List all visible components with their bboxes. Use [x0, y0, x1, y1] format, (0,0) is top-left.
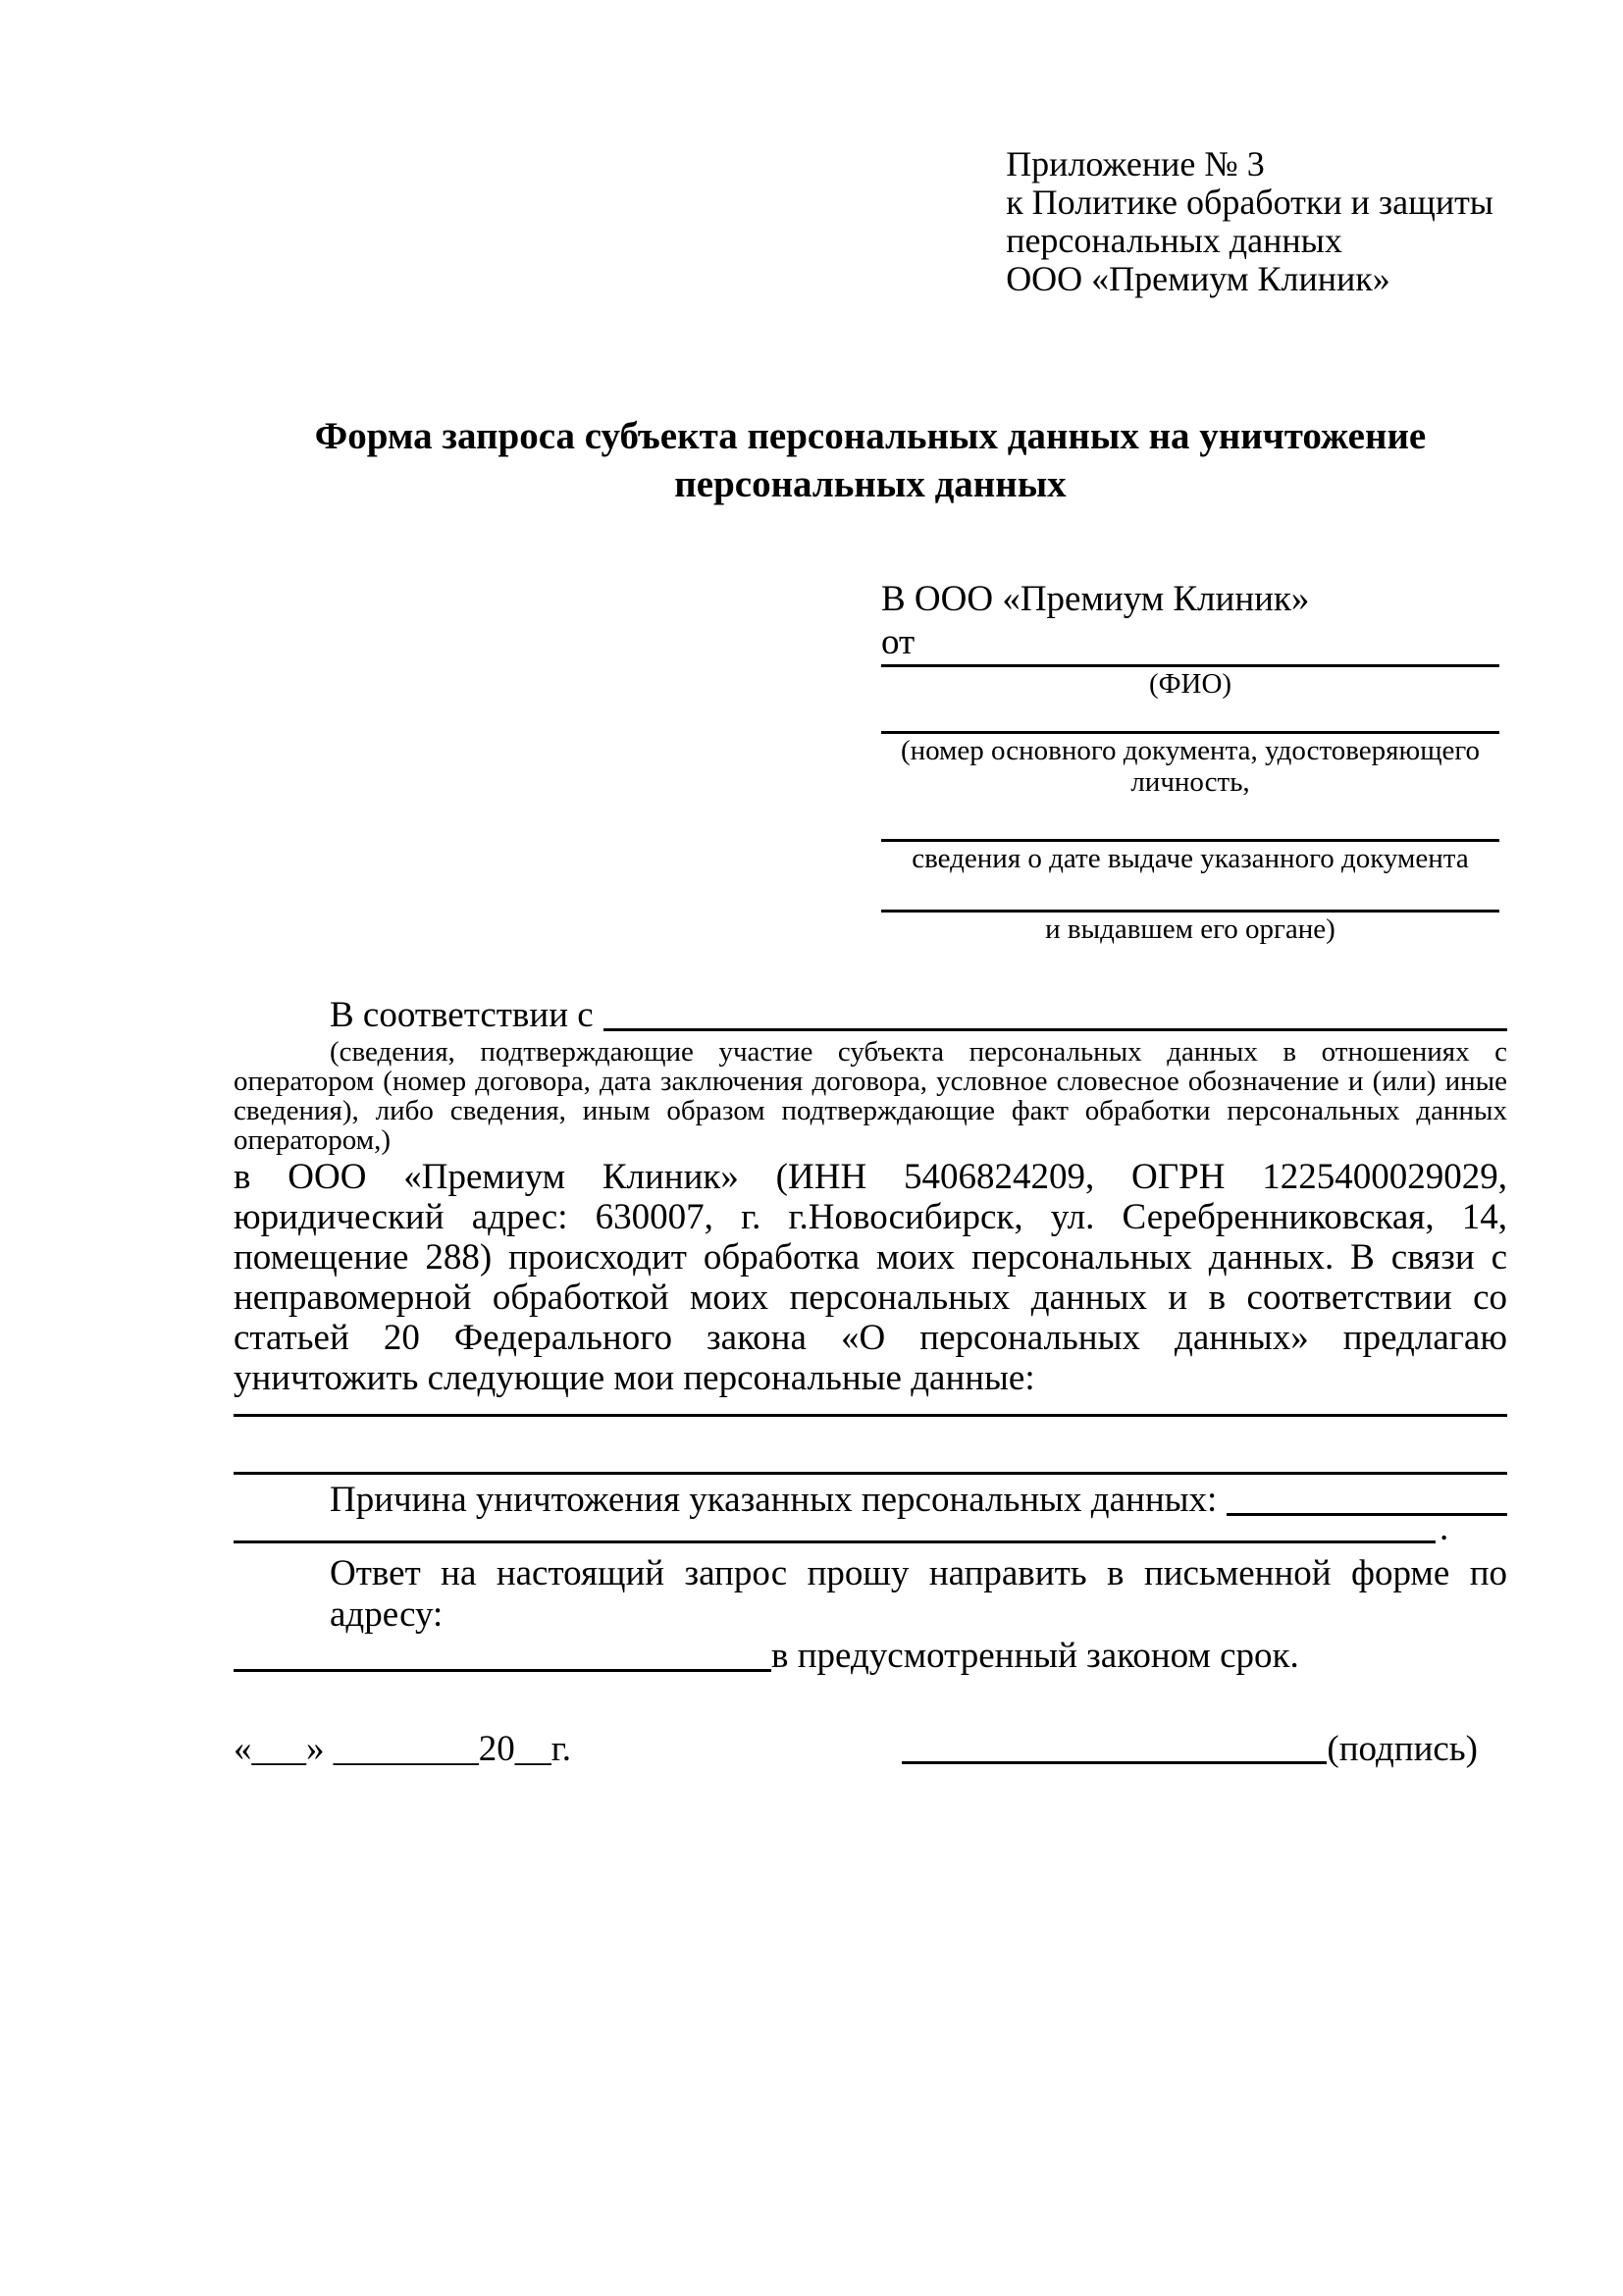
- signature-group: [902, 1728, 1478, 1771]
- appendix-line-4: ООО «Премиум Клиник»: [1006, 258, 1390, 298]
- doc-number-caption: (номер основного документа, удостоверяющего личность,: [900, 735, 1481, 799]
- reason-blank-line-1: [1227, 1513, 1507, 1516]
- signature-blank-line: [902, 1761, 1327, 1764]
- document-title-line-1: Форма запроса субъекта персональных данных на уничтожение: [314, 414, 1427, 457]
- doc-issuer-caption: и выдавшем его органе): [1045, 913, 1335, 946]
- answer-line-1: Ответ на настоящий запрос прошу направить в письменной форме по адресу:: [330, 1553, 1507, 1636]
- answer-address-blank-line: [234, 1669, 771, 1672]
- document-title: [234, 412, 1507, 510]
- reason-line-2: [234, 1508, 1507, 1549]
- reason-period: .: [1440, 1508, 1449, 1549]
- reason-label: Причина уничтожения указанных персональных данных:: [330, 1480, 1218, 1521]
- personal-data-blank-line-2: [234, 1472, 1507, 1475]
- fio-caption: (ФИО): [1148, 668, 1232, 701]
- date-field: «___» ________20__г.: [234, 1729, 572, 1770]
- doc-date-caption: сведения о дате выдаче указанного документа: [912, 843, 1469, 875]
- addressee-to: В ООО «Премиум Клиник»: [881, 579, 1310, 620]
- addressee-block: [881, 578, 1499, 945]
- reason-blank-line-2: [234, 1540, 1436, 1543]
- intro-label: В соответствии с: [330, 995, 594, 1036]
- intro-blank-line: [603, 1028, 1507, 1031]
- doc-issuer-blank-line: [881, 910, 1499, 913]
- fine-print-note: (сведения, подтверждающие участие субъекта персональных данных в отношениях с оператором (номер договора, дата заключения договора, условное словесное обозначение и (или) иные сведения), либо сведения, иным образом подтверждающие факт обработки персональных данных оператором,): [234, 1036, 1507, 1157]
- personal-data-blank-line-1: [234, 1414, 1507, 1417]
- doc-date-blank-line: [881, 839, 1499, 842]
- fio-blank-line: [881, 664, 1499, 667]
- appendix-line-2: к Политике обработки и защиты: [1006, 182, 1493, 222]
- addressee-from-label: от: [881, 622, 916, 663]
- answer-tail: в предусмотренный законом срок.: [771, 1636, 1299, 1677]
- appendix-line-3: персональных данных: [1006, 220, 1342, 260]
- body-paragraph: в ООО «Премиум Клиник» (ИНН 5406824209, ОГРН 1225400029029, юридический адрес: 630007, г. г.Новосибирск, ул. Серебренниковская, 14, помещение 288) происходит обработка моих персональных данных. В связи с неправомерной обработкой моих персональных данных и в соответствии со статьей 20 Федерального закона «О персональных данных» предлагаю уничтожить следующие мои персональные данные:: [234, 1157, 1507, 1399]
- appendix-line-1: Приложение № 3: [1006, 144, 1265, 183]
- appendix-block: [1006, 145, 1493, 298]
- signature-caption: (подпись): [1327, 1729, 1478, 1770]
- document-title-line-2: персональных данных: [674, 463, 1067, 506]
- answer-line-2: [234, 1636, 1507, 1677]
- doc-number-blank-line: [881, 731, 1499, 734]
- intro-row: [234, 994, 1507, 1037]
- footer-row: [234, 1728, 1507, 1771]
- reason-row: [234, 1479, 1507, 1522]
